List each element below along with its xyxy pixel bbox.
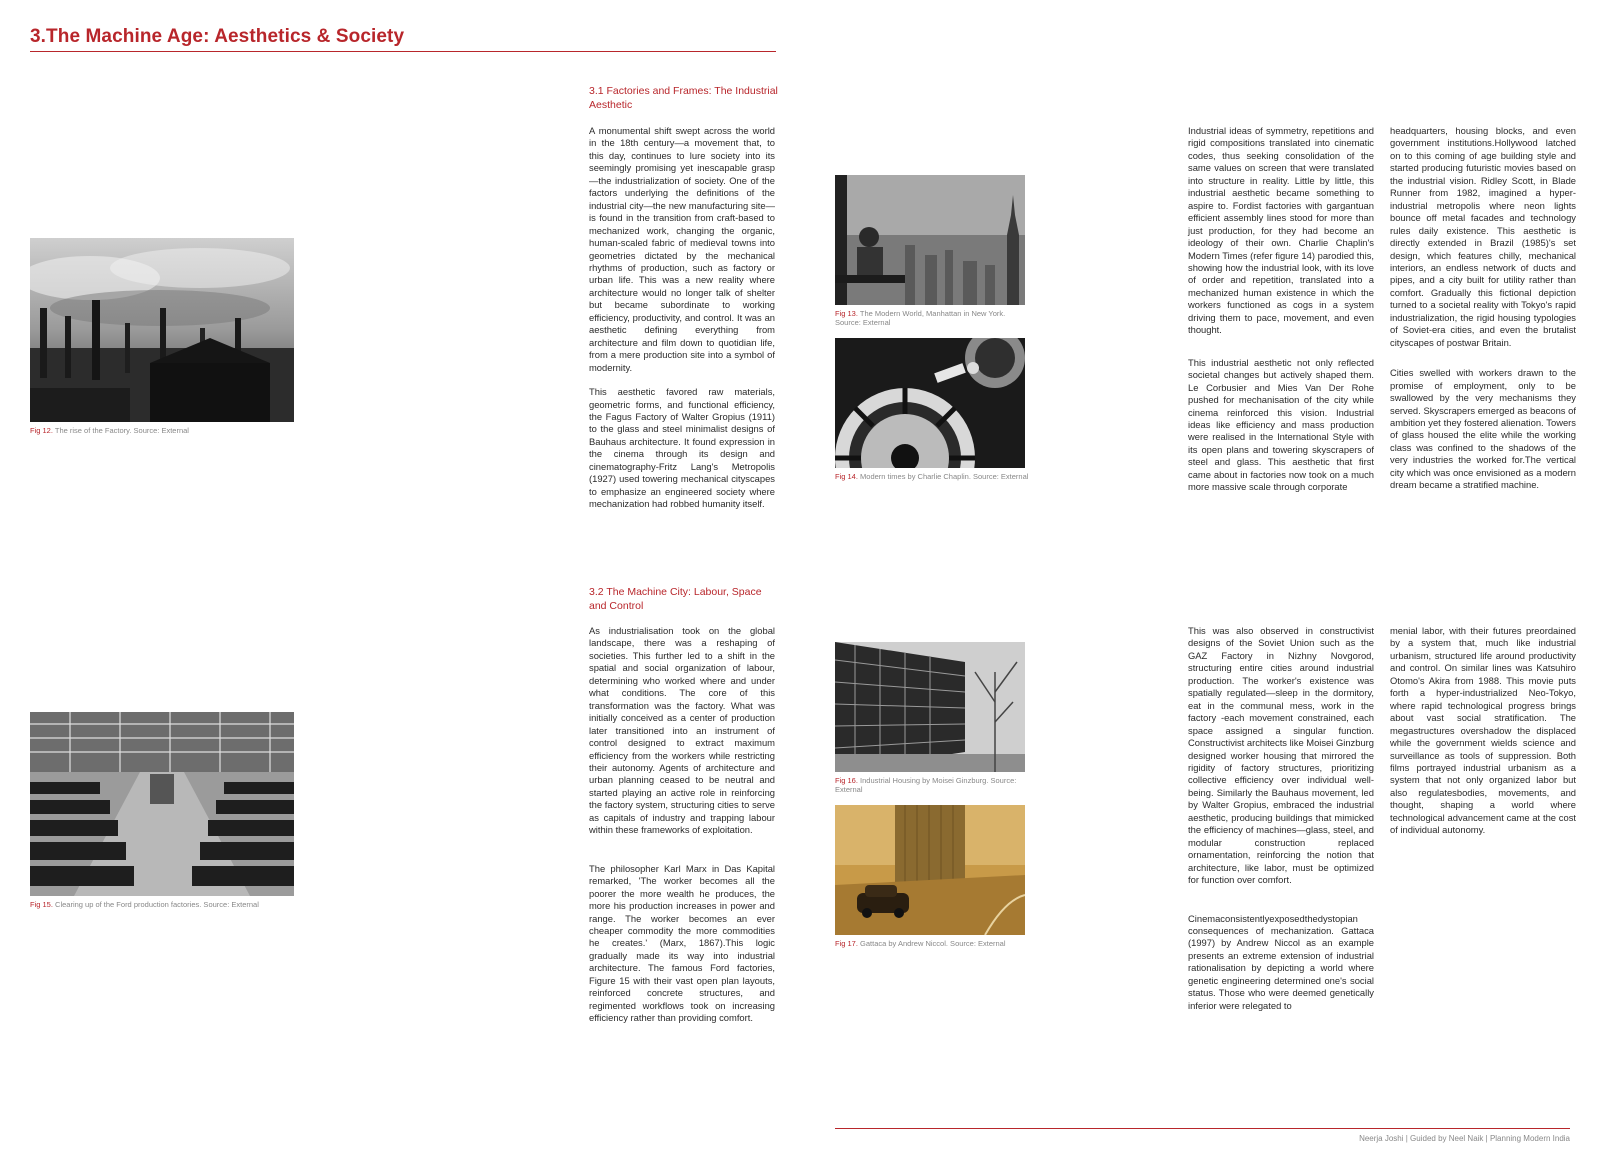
section-3-2-column-3 [1390, 625, 1576, 849]
figure-14-number: Fig 14. [835, 472, 858, 481]
figure-15-number: Fig 15. [30, 900, 53, 909]
paragraph: A monumental shift swept across the world in the 18th century—a movement that, to this day, continues to lure society into its seemingly promising yet inescapable grasp—the industrialization of society. One of the factors underlying the definitions of the industrial city—the new manufacturing site—is found in the transition from craft-based to mechanized work, changing the organic, human-scaled fabric of medieval towns into geometries dictated by the mechanical rhythms of production, such as factory or urban life. This was a new reality where architecture would no longer talk of shelter but became subordinate to working efficiency, productivity, and control. It was an aesthetic defining everything from architecture and film down to quotidian life, from a mere production site into a symbol of modernity. [589, 125, 775, 373]
paragraph: Industrial ideas of symmetry, repetitions and rigid compositions translated into cinematic codes, thus seeking consolidation of the same values on screen that were translated into structure in reality. Little by little, this industrial aesthetic became something to aspire to. Fordist factories with gargantuan efficient assembly lines stood for more than just production, for they had become an ideology of their own. Charlie Chaplin's Modern Times (refer figure 14) parodied this, showing how the industrial look, with its love of order and repetition, translated into a mechanized human existence in which the workers functioned as cogs in a system driving them to pace, movement, and even thought. [1188, 125, 1374, 336]
paragraph: This industrial aesthetic not only reflected societal changes but actively shaped them. Le Corbusier and Mies Van Der Rohe pushed for mechanisation of the city while cinema reinforced this vision. Industrial ideas like efficiency and mass production were realised in the International Style with its open plans and towering skyscrapers of steel and glass. This aesthetic that first came about in factories now took on a much more massive scale through corporate [1188, 356, 1374, 493]
paragraph: Cities swelled with workers drawn to the promise of employment, only to be swallowed by the very mechanisms they served. Skyscrapers emerged as beacons of ambition yet they fostered alienation. Towers of glass housed the elite while the working class was confined to the shadows of the very industries the worked for.The vertical city which was once envisioned as a modern dream became a stratified machine. [1390, 367, 1576, 491]
figure-12-image [30, 238, 294, 422]
section-3-1-column-1 [589, 125, 775, 523]
paragraph: This was also observed in constructivist designs of the Soviet Union such as the GAZ Factory in Nizhny Novgorod, structuring entire cities around industrial production. The worker's existence was spatially regulated—sleep in the dormitory, eat in the communal mess, work in the factory -each movement constrained, each space assigned a singular function. Constructivist architects like Moisei Ginzburg designed worker housing that mirrored the rigidity of factory structures, prioritizing collective efficiency over individual well-being. Similarly the Bauhaus movement, led by Walter Gropius, embraced the industrial aesthetic, producing buildings that mimicked the efficiency of machines—glass, steel, and modular construction replaced ornamentation, reinforcing the notion that architecture, like labor, must be optimized for function over comfort. [1188, 625, 1374, 886]
paragraph: The philosopher Karl Marx in Das Kapital remarked, 'The worker becomes all the poorer the more wealth he produces, the more his production increases in power and range. The worker becomes an ever cheaper commodity the more commodities he creates.' (Marx, 1867).This logic gradually made its way into industrial architecture. The famous Ford factories, Figure 15 with their vast open plan layouts, reinforced concrete structures, and regimented workflows took on increasing efficiency rather than providing comfort. [589, 862, 775, 1024]
figure-12-caption-text: The rise of the Factory. Source: External [52, 426, 189, 435]
figure-14-caption [835, 472, 1030, 481]
figure-13-number: Fig 13. [835, 309, 858, 318]
figure-16-number: Fig 16. [835, 776, 858, 785]
figure-16-caption-text: Industrial Housing by Moisei Ginzburg. Source: External [835, 776, 1017, 794]
figure-15-caption-text: Clearing up of the Ford production factories. Source: External [52, 900, 259, 909]
figure-12-caption [30, 426, 300, 435]
title-divider [30, 51, 776, 52]
figure-15-image [30, 712, 294, 896]
footer-credit: Neerja Joshi | Guided by Neel Naik | Planning Modern India [1359, 1134, 1570, 1143]
section-3-1-heading: 3.1 Factories and Frames: The Industrial Aesthetic [589, 85, 778, 111]
figure-17-caption-text: Gattaca by Andrew Niccol. Source: External [857, 939, 1006, 948]
paragraph: headquarters, housing blocks, and even government institutions.Hollywood latched on to this coming of age building style and started producing futuristic movies based on the industrial vision. Ridley Scott, in Blade Runner from 1982, imagined a hyper-industrial metropolis where neon lights bounce off metal facades and technology rules daily existence. This aesthetic is directly extended in Brazil (1985)'s set design, which features chilly, mechanical interiors, an endless network of ducts and pipes, and a city built for utility rather than comfort. Gradually this fictional depiction turned to a societal reality with Tokyo's rapid industrialization, the rigid housing typologies of Soviet-era cities, and even the brutalist cityscapes of postwar Britain. [1390, 125, 1576, 348]
section-3-1-column-2 [1188, 125, 1374, 506]
figure-16-caption [835, 776, 1030, 794]
section-3-2-column-2 [1188, 625, 1374, 1024]
figure-13-image [835, 175, 1025, 305]
figure-17-image [835, 805, 1025, 935]
chapter-title: 3.The Machine Age: Aesthetics & Society [30, 26, 405, 47]
figure-14-caption-text: Modern times by Charlie Chaplin. Source: External [857, 472, 1029, 481]
paragraph: As industrialisation took on the global landscape, there was a reshaping of societies. This further led to a shift in the spatial and social organization of labour, determining who worked where and under what conditions. The core of this transformation was the factory. What was initially conceived as a center of production later transitioned into an instrument of control designed to extract maximum efficiency from the workers while restricting their autonomy. Agents of architecture and urban planning ceased to be neutral and started playing an active role in reinforcing the factory system, structuring cities to serve as capitals of industry and trapping labour within these frameworks of exploitation. [589, 625, 775, 836]
section-3-2-heading: 3.2 The Machine City: Labour, Space and Control [589, 586, 762, 612]
figure-12-number: Fig 12. [30, 426, 53, 435]
paragraph: This aesthetic favored raw materials, geometric forms, and functional efficiency, the Fagus Factory of Walter Gropius (1911) to the glass and steel minimalist designs of Bauhaus architecture. It found expression in the cinema through its design and cinematography-Fritz Lang's Metropolis (1927) used towering mechanical cityscapes to emphasize an engineered society where mechanization had robbed humanity itself. [589, 386, 775, 510]
figure-17-caption [835, 939, 1030, 948]
figure-15-caption [30, 900, 320, 909]
figure-17-number: Fig 17. [835, 939, 858, 948]
section-3-1-column-3 [1390, 125, 1576, 504]
paragraph: Cinemaconsistentlyexposedthedystopian consequences of mechanization. Gattaca (1997) by Andrew Niccol as an example presents an extreme extension of industrial rationalisation by depicting a world where genetic engineering determined one's social status. Those who were deemed genetically inferior were relegated to [1188, 912, 1374, 1011]
figure-16-image [835, 642, 1025, 772]
section-3-2-column-1 [589, 625, 775, 1037]
figure-13-caption-text: The Modern World, Manhattan in New York. Source: External [835, 309, 1006, 327]
paragraph: menial labor, with their futures preordained by a system that, much like industrial urbanism, structured life around productivity and control. On similar lines was Katsuhiro Otomo's Akira from 1988. This movie puts forth a hyper-industrialized Neo-Tokyo, where rapid technological progress brings about vast social stratification. The megastructures overshadow the displaced while the government wields science and surveillance as tools of suppression. Both films portrayed industrial urbanism as a system that not only organized labor but also regulatesbodies, movements, and thought, shaping a world where technological advancement came at the cost of individual autonomy. [1390, 625, 1576, 836]
footer-divider [835, 1128, 1570, 1129]
figure-14-image [835, 338, 1025, 468]
figure-13-caption [835, 309, 1030, 327]
